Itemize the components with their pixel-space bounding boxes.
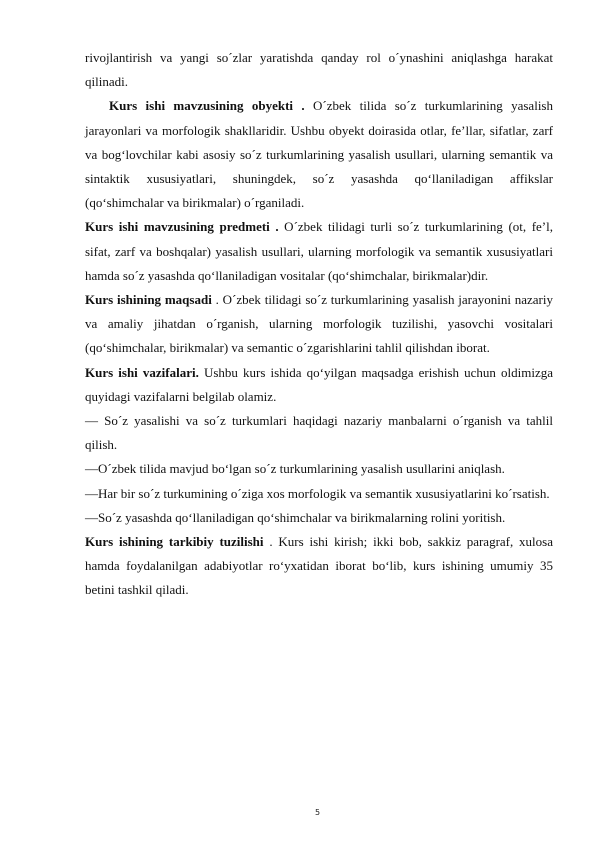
task-item-2: —O´zbek tilida mavjud boʻlgan so´z turkumlarining yasalish usullarini aniqlash. [85,461,505,477]
goal-heading: Kurs ishining maqsadi [85,292,212,308]
paragraph-structure [85,530,553,603]
page-number: 5 [314,808,321,817]
subject-text: O´zbek tilidagi turli so´z turkumlarining (ot, feʼl, sifat, zarf va boshqalar) yasalish usullari, ularning morfologik va semantik xususiyatlari hamda so´z yasashda qoʻllaniladigan vositalar (qoʻshimchalar, birikmalar)dir. [85,219,553,283]
task-item-3: —Har bir so´z turkumining o´ziga xos morfologik va semantik xususiyatlarini ko´rsatish. [85,485,550,501]
paragraph-tasks [85,361,553,409]
task-item-1: — So´z yasalishi va so´z turkumlari haqidagi nazariy manbalarni o´rganish va tahlil qilish. [85,413,553,453]
tasks-heading: Kurs ishi vazifalari. [85,364,199,380]
document-body [85,46,553,603]
object-text: O´zbek tilida so´z turkumlarining yasalish jarayonlari va morfologik shakllaridir. Ushbu obyekt doirasida otlar, feʼllar, sifatlar, zarf va bogʻlovchilar kabi asosiy so´z turkumlarining yasalish usullari, ularning semantik va sintaktik xususiyatlari, shuningdek, so´z yasashda qoʻllaniladigan affikslar (qoʻshimchalar va birikmalar) o´rganiladi. [85,98,553,211]
paragraph-intro-continuation: rivojlantirish va yangi so´zlar yaratishda qanday rol o´ynashini aniqlashga harakat qilinadi. [85,50,553,90]
tasks-text: Ushbu kurs ishida qo‘yilgan maqsadga erishish uchun oldimizga quyidagi vazifalarni belgilab olamiz. [85,364,554,404]
object-heading: Kurs ishi mavzusining obyekti . [109,98,305,114]
paragraph-goal [85,288,553,361]
task-item-4: —So´z yasashda qoʻllaniladigan qoʻshimchalar va birikmalarning rolini yoritish. [85,509,506,525]
structure-text: . Kurs ishi kirish; ikki bob, sakkiz paragraf, xulosa hamda foydalanilgan adabiyotlar ro‘yxatidan iborat bo‘lib, kurs ishining umumiy 35 betini tashkil qiladi. [85,534,553,598]
paragraph-object [85,94,553,215]
goal-text: . O´zbek tilidagi so´z turkumlarining yasalish jarayonini nazariy va amaliy jihatdan o´rganish, ularning morfologik tuzilishi, yasovchi vositalari (qoʻshimchalar, birikmalar) va semantic o´zgarishlarini tahlil qilishdan iborat. [85,292,553,356]
structure-heading: Kurs ishining tarkibiy tuzilishi [85,534,264,550]
subject-heading: Kurs ishi mavzusining predmeti . [85,219,279,235]
paragraph-subject [85,215,553,288]
